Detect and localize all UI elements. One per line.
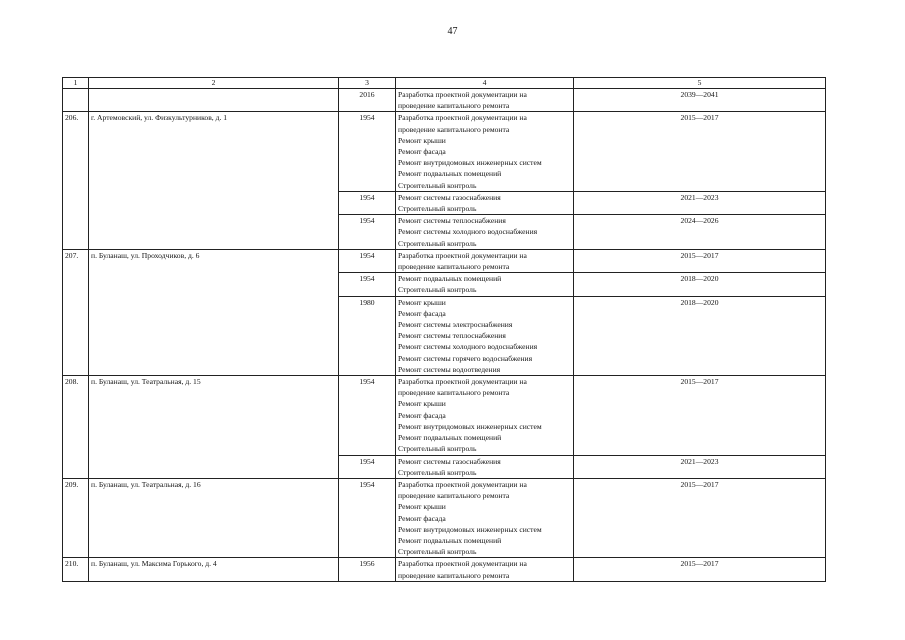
year-cell: 1956 xyxy=(339,558,396,581)
period-cell: 2024—2026 xyxy=(574,215,826,250)
work-item: Ремонт фасада xyxy=(398,513,446,523)
building-address xyxy=(89,89,339,112)
work-item: Строительный контроль xyxy=(398,547,477,557)
item-number: 206. xyxy=(63,112,89,249)
work-item: Ремонт фасада xyxy=(398,147,446,157)
work-item: Ремонт крыши xyxy=(398,135,446,145)
table-row xyxy=(63,478,826,557)
year-cell: 1954 xyxy=(339,455,396,478)
item-number: 208. xyxy=(63,376,89,479)
building-address: п. Буланаш, ул. Театральная, д. 16 xyxy=(89,478,339,557)
work-item: Ремонт фасада xyxy=(398,308,446,318)
table-row xyxy=(63,112,826,191)
table-row xyxy=(63,376,826,455)
work-item: Строительный контроль xyxy=(398,467,477,477)
item-number xyxy=(63,89,89,112)
year-cell: 1954 xyxy=(339,273,396,296)
work-item: Ремонт системы холодного водоснабжения xyxy=(398,342,538,352)
period-cell: 2018—2020 xyxy=(574,296,826,375)
year-cell: 1954 xyxy=(339,112,396,191)
works-cell xyxy=(396,296,574,375)
work-item: Разработка проектной документации на xyxy=(398,113,527,123)
work-item: Ремонт подвальных помещений xyxy=(398,274,502,284)
work-item: Ремонт внутридомовых инженерных систем xyxy=(398,421,542,431)
works-cell xyxy=(396,112,574,191)
period-cell: 2015—2017 xyxy=(574,478,826,557)
year-cell: 1954 xyxy=(339,191,396,214)
column-number: 1 xyxy=(63,78,89,89)
work-item: Ремонт системы электроснабжения xyxy=(398,320,513,330)
work-item: Ремонт подвальных помещений xyxy=(398,535,502,545)
period-cell: 2018—2020 xyxy=(574,273,826,296)
period-cell: 2039—2041 xyxy=(574,89,826,112)
column-number: 4 xyxy=(396,78,574,89)
column-number: 3 xyxy=(339,78,396,89)
work-item: Строительный контроль xyxy=(398,444,477,454)
work-item: Ремонт системы холодного водоснабжения xyxy=(398,227,538,237)
building-address: п. Буланаш, ул. Максима Горького, д. 4 xyxy=(89,558,339,581)
work-item: проведение капитального ремонта xyxy=(398,101,510,111)
item-number: 209. xyxy=(63,478,89,557)
item-number: 210. xyxy=(63,558,89,581)
building-address: п. Буланаш, ул. Театральная, д. 15 xyxy=(89,376,339,479)
column-number: 2 xyxy=(89,78,339,89)
column-number-row xyxy=(63,78,826,89)
column-number: 5 xyxy=(574,78,826,89)
table-row xyxy=(63,89,826,112)
work-item: проведение капитального ремонта xyxy=(398,262,510,272)
work-item: Строительный контроль xyxy=(398,204,477,214)
work-item: Ремонт внутридомовых инженерных систем xyxy=(398,524,542,534)
work-item: Ремонт крыши xyxy=(398,399,446,409)
works-cell xyxy=(396,215,574,250)
work-item: проведение капитального ремонта xyxy=(398,388,510,398)
work-item: Ремонт подвальных помещений xyxy=(398,433,502,443)
table-row xyxy=(63,558,826,581)
works-cell xyxy=(396,191,574,214)
work-item: проведение капитального ремонта xyxy=(398,570,510,580)
works-cell xyxy=(396,249,574,272)
building-address: п. Буланаш, ул. Проходчиков, д. 6 xyxy=(89,249,339,375)
year-cell: 1954 xyxy=(339,249,396,272)
year-cell: 1954 xyxy=(339,215,396,250)
period-cell: 2021—2023 xyxy=(574,191,826,214)
works-cell xyxy=(396,273,574,296)
work-item: Ремонт системы водоотведения xyxy=(398,364,501,374)
page-number: 47 xyxy=(447,26,458,37)
work-item: Ремонт системы газоснабжения xyxy=(398,192,501,202)
work-item: Ремонт фасада xyxy=(398,410,446,420)
work-item: Разработка проектной документации на xyxy=(398,377,527,387)
year-cell: 2016 xyxy=(339,89,396,112)
work-item: проведение капитального ремонта xyxy=(398,124,510,134)
period-cell: 2015—2017 xyxy=(574,376,826,455)
year-cell: 1980 xyxy=(339,296,396,375)
works-cell xyxy=(396,455,574,478)
table-row xyxy=(63,249,826,272)
work-item: проведение капитального ремонта xyxy=(398,491,510,501)
work-item: Строительный контроль xyxy=(398,180,477,190)
work-item: Ремонт системы горячего водоснабжения xyxy=(398,353,533,363)
work-item: Ремонт системы газоснабжения xyxy=(398,456,501,466)
works-cell xyxy=(396,478,574,557)
work-item: Ремонт крыши xyxy=(398,502,446,512)
repair-schedule-table xyxy=(62,77,826,582)
work-item: Ремонт системы теплоснабжения xyxy=(398,216,506,226)
work-item: Ремонт подвальных помещений xyxy=(398,169,502,179)
building-address: г. Артемовский, ул. Физкультурников, д. 1 xyxy=(89,112,339,249)
work-item: Ремонт системы теплоснабжения xyxy=(398,331,506,341)
works-cell xyxy=(396,89,574,112)
period-cell: 2015—2017 xyxy=(574,249,826,272)
works-cell xyxy=(396,376,574,455)
work-item: Разработка проектной документации на xyxy=(398,90,527,99)
period-cell: 2021—2023 xyxy=(574,455,826,478)
period-cell: 2015—2017 xyxy=(574,112,826,191)
works-cell xyxy=(396,558,574,581)
work-item: Ремонт внутридомовых инженерных систем xyxy=(398,158,542,168)
work-item: Строительный контроль xyxy=(398,285,477,295)
work-item: Ремонт крыши xyxy=(398,297,446,307)
year-cell: 1954 xyxy=(339,376,396,455)
work-item: Разработка проектной документации на xyxy=(398,479,527,489)
work-item: Разработка проектной документации на xyxy=(398,250,527,260)
work-item: Разработка проектной документации на xyxy=(398,559,527,569)
item-number: 207. xyxy=(63,249,89,375)
year-cell: 1954 xyxy=(339,478,396,557)
work-item: Строительный контроль xyxy=(398,238,477,248)
period-cell: 2015—2017 xyxy=(574,558,826,581)
